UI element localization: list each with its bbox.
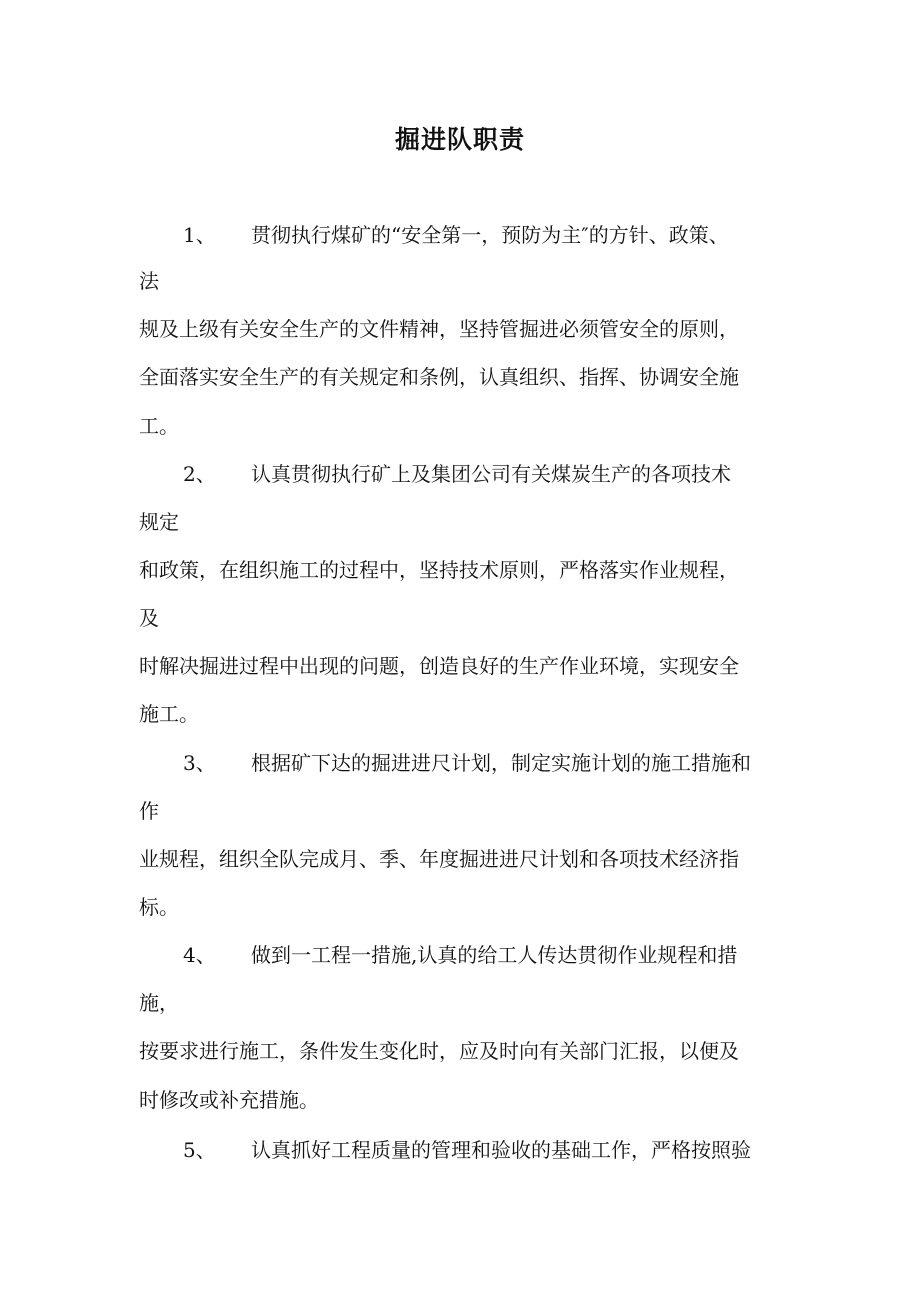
paragraph-line: 业规程，组织全队完成月、季、年度掘进进尺计划和各项技术经济指: [139, 847, 739, 871]
paragraph-line: 及: [139, 606, 159, 630]
paragraph-line: 工。: [139, 414, 179, 438]
item-number: 4、: [183, 943, 216, 967]
paragraph-line: 贯彻执行煤矿的“安全第一，预防为主″的方针、政策、: [251, 223, 729, 247]
paragraph-line: 作: [139, 799, 159, 823]
document-title: 掘进队职责: [394, 125, 525, 154]
item-number: 1、: [183, 223, 216, 247]
paragraph-line: 标。: [139, 895, 179, 919]
paragraph-line: 做到一工程一措施,认真的给工人传达贯彻作业规程和措: [251, 943, 738, 967]
paragraph-line: 认真抓好工程质量的管理和验收的基础工作，严格按照验: [251, 1138, 751, 1162]
paragraph-line: 根据矿下达的掘进进尺计划，制定实施计划的施工措施和: [251, 751, 751, 775]
item-number: 3、: [183, 751, 216, 775]
paragraph-line: 施工。: [139, 702, 199, 726]
paragraph-line: 时解决掘进过程中出现的问题，创造良好的生产作业环境，实现安全: [139, 654, 739, 678]
paragraph-line: 规及上级有关安全生产的文件精神，坚持管掘进必须管安全的原则，: [139, 317, 739, 341]
paragraph-line: 和政策，在组织施工的过程中，坚持技术原则，严格落实作业规程，: [139, 558, 739, 582]
paragraph-line: 法: [139, 269, 159, 293]
paragraph-line: 全面落实安全生产的有关规定和条例，认真组织、指挥、协调安全施: [139, 365, 739, 389]
paragraph-line: 认真贯彻执行矿上及集团公司有关煤炭生产的各项技术: [251, 462, 731, 486]
paragraph-line: 规定: [139, 510, 179, 534]
paragraph-line: 时修改或补充措施。: [139, 1088, 319, 1112]
paragraph-line: 施，: [139, 991, 179, 1015]
item-number: 5、: [183, 1138, 216, 1162]
item-number: 2、: [183, 462, 216, 486]
paragraph-line: 按要求进行施工，条件发生变化时，应及时向有关部门汇报，以便及: [139, 1039, 739, 1063]
